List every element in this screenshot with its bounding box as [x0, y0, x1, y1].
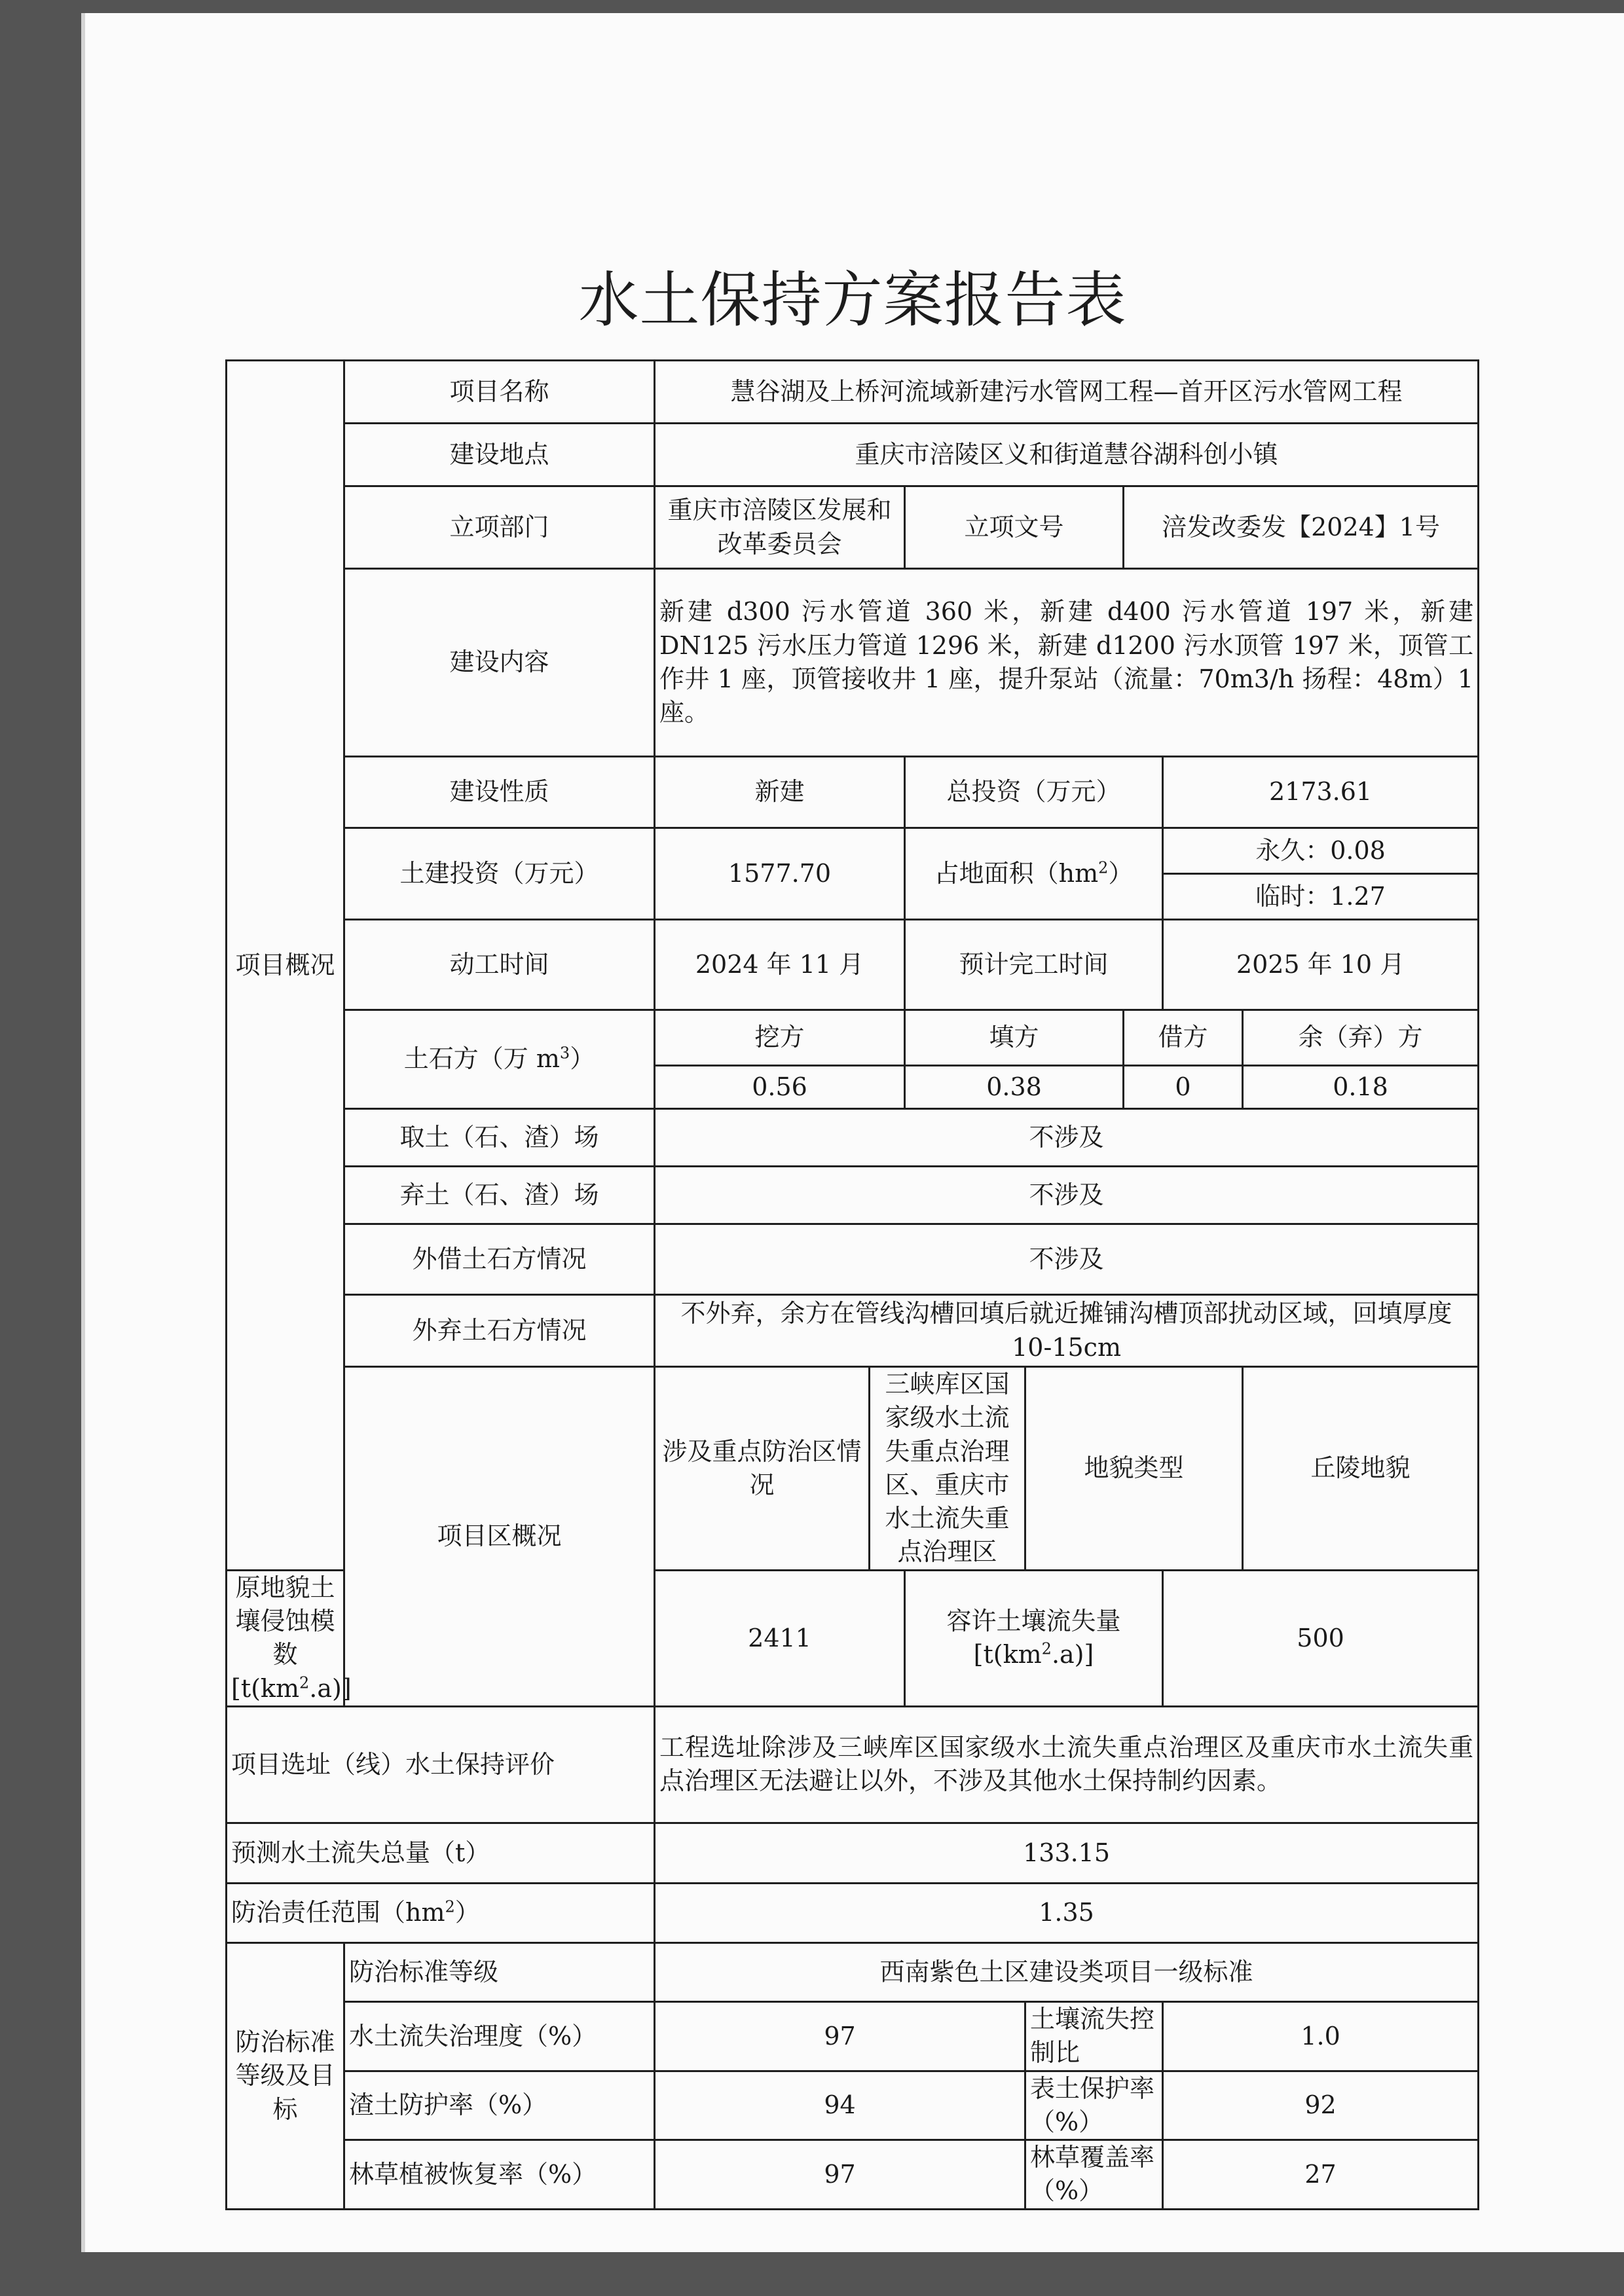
row-predicted-loss: [227, 1823, 1479, 1883]
content-label: 建设内容: [344, 569, 655, 757]
cut-label: 挖方: [655, 1010, 905, 1066]
area-temporary: 临时：1.27: [1163, 874, 1479, 920]
row-approval: [227, 486, 1479, 569]
predicted-loss-label: 预测水土流失总量（t）: [227, 1823, 655, 1883]
start-value: 2024 年 11 月: [655, 920, 905, 1010]
area-permanent: 永久：0.08: [1163, 828, 1479, 874]
row-content: [227, 569, 1479, 757]
start-label: 动工时间: [344, 920, 655, 1010]
area-label: 占地面积$(hm^2)$: [905, 828, 1163, 920]
ext-spoil-value: 不外弃，余方在管线沟槽回填后就近摊铺沟槽顶部扰动区域，回填厚度 10-15cm: [655, 1295, 1479, 1367]
allow-label: 容许土壤流失量 $[t(km^2.a)]$: [905, 1570, 1163, 1706]
ext-spoil-label: 外弃土石方情况: [344, 1295, 655, 1367]
ext-borrow-value: 不涉及: [655, 1224, 1479, 1295]
grade-label: 防治标准等级: [344, 1942, 655, 2001]
content-value: 新建 d300 污水管道 360 米，新建 d400 污水管道 197 米，新建 DN125 污水压力管道 1296 米，新建 d1200 污水顶管 197 米，顶管工作井 1 座，顶管接收井 1 座，提升泵站（流量：70m3/h 扬程：48m）1 座。: [655, 569, 1479, 757]
spoil-label: 余（弃）方: [1243, 1010, 1479, 1066]
row-evaluation: [227, 1706, 1479, 1823]
fill-value: 0.38: [905, 1066, 1124, 1109]
document-page: [81, 13, 1624, 2252]
row-responsibility: [227, 1883, 1479, 1942]
veg-cover-value: 27: [1163, 2140, 1479, 2210]
grade-value: 西南紫色土区建设类项目一级标准: [655, 1942, 1479, 2001]
row-nature: [227, 757, 1479, 828]
total-invest-label: 总投资（万元）: [905, 757, 1163, 828]
landform-label: 地貌类型: [1025, 1367, 1243, 1571]
row-civil-invest: [227, 828, 1479, 874]
location-label: 建设地点: [344, 424, 655, 486]
report-table: [225, 359, 1479, 2210]
veg-cover-label: 林草覆盖率（%）: [1025, 2140, 1163, 2210]
cut-value: 0.56: [655, 1066, 905, 1109]
row-ext-spoil: [227, 1295, 1479, 1367]
erosion-label: 原地貌土壤侵蚀模数 $[t(km^2.a)]$: [227, 1570, 344, 1706]
civil-invest-value: 1577.70: [655, 828, 905, 920]
landform-value: 丘陵地貌: [1243, 1367, 1479, 1571]
row-borrow-site: [227, 1109, 1479, 1167]
loss-ratio-value: 1.0: [1163, 2001, 1479, 2071]
responsibility-label: 防治责任范围$(hm^2)$: [227, 1883, 655, 1942]
project-name-label: 项目名称: [344, 361, 655, 424]
allow-value: 500: [1163, 1570, 1479, 1706]
spoil-value: 0.18: [1243, 1066, 1479, 1109]
nature-label: 建设性质: [344, 757, 655, 828]
section-label-standards: 防治标准等级及目标: [227, 1942, 344, 2209]
borrow-label: 借方: [1124, 1010, 1243, 1066]
control-degree-label: 水土流失治理度（%）: [344, 2001, 655, 2071]
row-standard-grade: [227, 1942, 1479, 2001]
row-location: [227, 424, 1479, 486]
nature-value: 新建: [655, 757, 905, 828]
loss-ratio-label: 土壤流失控制比: [1025, 2001, 1163, 2071]
project-name-value: 慧谷湖及上桥河流域新建污水管网工程—首开区污水管网工程: [655, 361, 1479, 424]
slag-rate-value: 94: [655, 2071, 1025, 2140]
section-label-area: 项目区概况: [344, 1367, 655, 1707]
spoil-site-label: 弃土（石、渣）场: [344, 1167, 655, 1224]
row-slag-rate: [227, 2071, 1479, 2140]
veg-restore-label: 林草植被恢复率（%）: [344, 2140, 655, 2210]
row-spoil-site: [227, 1167, 1479, 1224]
fill-label: 填方: [905, 1010, 1124, 1066]
row-earthwork-headers: [227, 1010, 1479, 1066]
borrow-value: 0: [1124, 1066, 1243, 1109]
spoil-site-value: 不涉及: [655, 1167, 1479, 1224]
page-edge: [81, 13, 85, 2252]
location-value: 重庆市涪陵区义和街道慧谷湖科创小镇: [655, 424, 1479, 486]
key-zone-label: 涉及重点防治区情况: [655, 1367, 870, 1571]
topsoil-rate-value: 92: [1163, 2071, 1479, 2140]
approval-doc-value: 涪发改委发【2024】1号: [1124, 486, 1479, 569]
approval-dept-value: 重庆市涪陵区发展和改革委员会: [655, 486, 905, 569]
approval-doc-label: 立项文号: [905, 486, 1124, 569]
row-veg-restore: [227, 2140, 1479, 2210]
document-title: 水土保持方案报告表: [578, 265, 1127, 335]
evaluation-label: 项目选址（线）水土保持评价: [227, 1706, 655, 1823]
section-label-overview: 项目概况: [227, 361, 344, 1571]
civil-invest-label: 土建投资（万元）: [344, 828, 655, 920]
row-ext-borrow: [227, 1224, 1479, 1295]
finish-label: 预计完工时间: [905, 920, 1163, 1010]
predicted-loss-value: 133.15: [655, 1823, 1479, 1883]
borrow-site-value: 不涉及: [655, 1109, 1479, 1167]
approval-dept-label: 立项部门: [344, 486, 655, 569]
slag-rate-label: 渣土防护率（%）: [344, 2071, 655, 2140]
key-zone-value: 三峡库区国家级水土流失重点治理区、重庆市水土流失重点治理区: [870, 1367, 1025, 1571]
row-control-degree: [227, 2001, 1479, 2071]
row-key-zone: [227, 1367, 1479, 1571]
finish-value: 2025 年 10 月: [1163, 920, 1479, 1010]
ext-borrow-label: 外借土石方情况: [344, 1224, 655, 1295]
total-invest-value: 2173.61: [1163, 757, 1479, 828]
control-degree-value: 97: [655, 2001, 1025, 2071]
row-schedule: [227, 920, 1479, 1010]
veg-restore-value: 97: [655, 2140, 1025, 2210]
evaluation-value: 工程选址除涉及三峡库区国家级水土流失重点治理区及重庆市水土流失重点治理区无法避让以外，不涉及其他水土保持制约因素。: [655, 1706, 1479, 1823]
erosion-value: 2411: [655, 1570, 905, 1706]
borrow-site-label: 取土（石、渣）场: [344, 1109, 655, 1167]
topsoil-rate-label: 表土保护率（%）: [1025, 2071, 1163, 2140]
earthwork-label: 土石方（万 $m^3$）: [344, 1010, 655, 1109]
row-project-name: [227, 361, 1479, 424]
responsibility-value: 1.35: [655, 1883, 1479, 1942]
